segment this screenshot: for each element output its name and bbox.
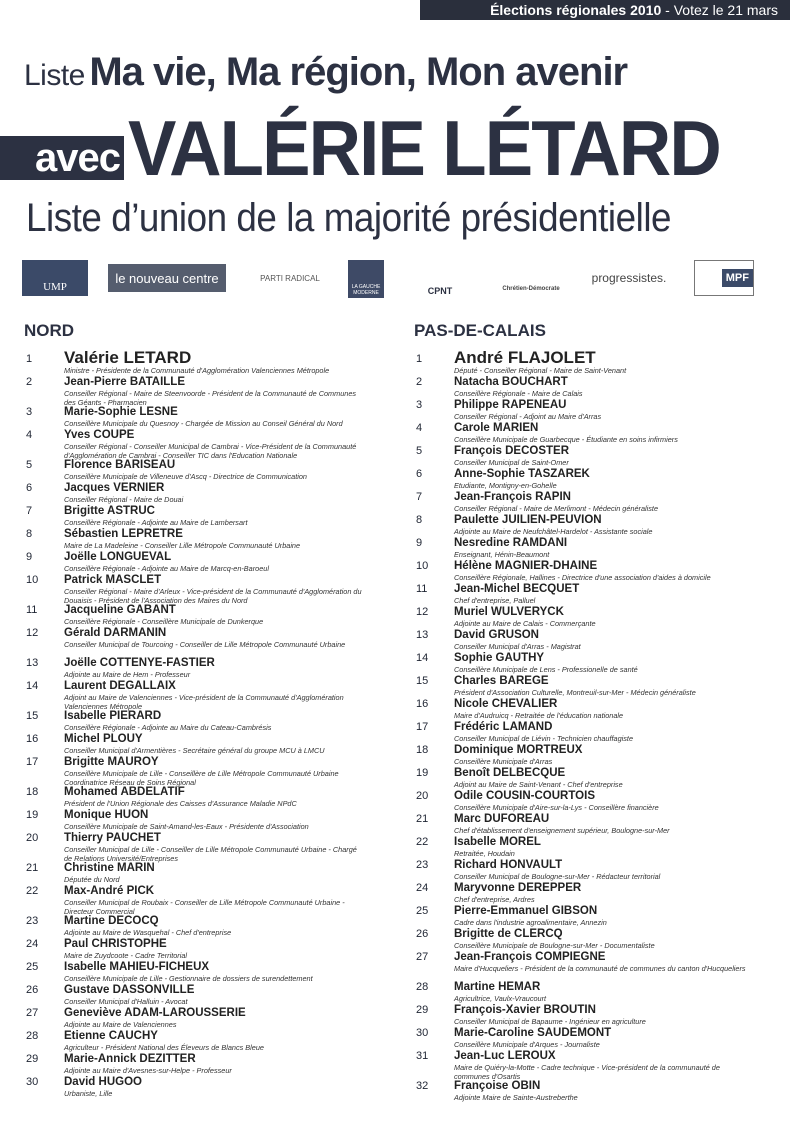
- candidate-name: François DECOSTER: [454, 445, 570, 457]
- leader-name: VALÉRIE LÉTARD: [128, 104, 720, 192]
- candidate-name: Anne-Sophie TASZAREK: [454, 468, 590, 480]
- candidate-name: Geneviève ADAM-LAROUSSERIE: [64, 1007, 246, 1019]
- candidate-rank: 18: [26, 786, 39, 798]
- candidate-name: Sébastien LEPRETRE: [64, 528, 183, 540]
- slogan-text: Ma vie, Ma région, Mon avenir: [89, 50, 628, 94]
- candidate-name: Philippe RAPENEAU: [454, 399, 567, 411]
- candidate-name: Etienne CAUCHY: [64, 1030, 158, 1042]
- cpnt-logo: [414, 260, 466, 296]
- candidate-name: Martine DECOCQ: [64, 915, 159, 927]
- candidate-description: Conseillère Régionale, Hallines - Directrice d'une association d'aides à domicile: [454, 572, 711, 582]
- banner-election-title: Élections régionales 2010: [490, 2, 662, 18]
- candidate-description: Conseillère Municipale de Saint-Amand-les-Eaux - Présidente d'Association: [64, 821, 309, 831]
- candidate-description: Agricultrice, Vaulx-Vraucourt: [454, 993, 547, 1003]
- candidate-rank: 24: [26, 938, 39, 950]
- candidate-rank: 12: [26, 627, 39, 639]
- candidate-description: Conseiller Municipal de Roubaix - Conseiller de Lille Métropole Communauté Urbaine - Directeur Commercial: [64, 897, 345, 916]
- candidate-name: Marie-Sophie LESNE: [64, 406, 178, 418]
- candidate-description: Conseillère Municipale de Villeneuve d'Ascq - Directrice de Communication: [64, 471, 307, 481]
- candidate-description: Député - Conseiller Régional - Maire de Saint-Venant: [454, 365, 627, 375]
- candidate-description: Conseillère Régionale - Conseillère Municipale de Dunkerque: [64, 616, 264, 626]
- candidate-description: Conseiller Municipal de Boulogne-sur-Mer - Rédacteur territorial: [454, 871, 661, 881]
- list-subtitle: Liste d’union de la majorité présidentielle: [26, 196, 672, 240]
- candidate-rank: 19: [26, 809, 39, 821]
- candidate-name: Florence BARISEAU: [64, 459, 176, 471]
- candidate-name: Marie-Annick DEZITTER: [64, 1053, 196, 1065]
- candidate-description: Conseillère Municipale du Quesnoy - Chargée de Mission au Conseil Général du Nord: [64, 418, 343, 428]
- candidate-name: Benoît DELBECQUE: [454, 767, 566, 779]
- candidate-rank: 11: [416, 583, 428, 595]
- candidate-name: David GRUSON: [454, 629, 539, 641]
- candidate-description: Chef d'entreprise, Palluel: [454, 595, 536, 605]
- candidate-description: Conseillère Municipale d'Aire-sur-la-Lys - Conseillère financière: [454, 802, 659, 812]
- candidate-rank: 30: [26, 1076, 39, 1088]
- chretien-democrate-logo-text: Chrétien-Démocrate: [502, 286, 560, 292]
- candidate-rank: 23: [26, 915, 39, 927]
- candidate-name: Dominique MORTREUX: [454, 744, 583, 756]
- candidate-rank: 11: [26, 604, 38, 616]
- candidate-rank: 32: [416, 1080, 429, 1092]
- candidate-name: Mohamed ABDELATIF: [64, 786, 185, 798]
- candidate-description: Cadre dans l'industrie agroalimentaire, Annezin: [454, 917, 607, 927]
- candidate-rank: 12: [416, 606, 429, 618]
- candidate-rank: 17: [26, 756, 39, 768]
- candidate-description: Adjoint au Maire de Saint-Venant - Chef d'entreprise: [454, 779, 623, 789]
- list-slogan: [24, 50, 627, 95]
- candidate-name: Thierry PAUCHET: [64, 832, 161, 844]
- candidate-name: Charles BAREGE: [454, 675, 549, 687]
- candidate-rank: 16: [416, 698, 429, 710]
- candidate-rank: 28: [416, 981, 429, 993]
- candidate-rank: 7: [26, 505, 33, 517]
- candidate-name: Paul CHRISTOPHE: [64, 938, 167, 950]
- candidate-rank: 6: [416, 468, 423, 480]
- candidate-description: Maire de Quiéry-la-Motte - Cadre technique - Vice-président de la communauté de communes d'Osartis: [454, 1062, 720, 1081]
- candidate-name: Marc DUFOREAU: [454, 813, 550, 825]
- candidate-rank: 25: [26, 961, 39, 973]
- candidate-description: Enseignant, Hénin-Beaumont: [454, 549, 550, 559]
- nouveau-centre-logo-text: le nouveau centre: [115, 270, 219, 286]
- candidate-name: Gérald DARMANIN: [64, 627, 167, 639]
- candidate-name: Patrick MASCLET: [64, 574, 162, 586]
- banner-vote-date: Votez le 21 mars: [673, 2, 778, 18]
- candidate-name: Brigitte ASTRUC: [64, 505, 155, 517]
- pas-de-calais-candidate-list: [416, 349, 778, 1119]
- candidate-name: Jacqueline GABANT: [64, 604, 176, 616]
- candidate-rank: 10: [26, 574, 39, 586]
- candidate-description: Conseiller Régional - Adjoint au Maire d'Arras: [454, 411, 602, 421]
- candidate-name: Laurent DEGALLAIX: [64, 680, 176, 692]
- candidate-name: Françoise OBIN: [454, 1080, 541, 1092]
- candidate-rank: 20: [416, 790, 429, 802]
- candidate-description: Conseillère Municipale de Boulogne-sur-Mer - Documentaliste: [454, 940, 655, 950]
- candidate-description: Conseillère Régionale - Maire de Calais: [454, 388, 583, 398]
- candidate-name: Jean-François COMPIEGNE: [454, 951, 606, 963]
- candidate-rank: 9: [416, 537, 423, 549]
- candidate-description: Adjointe au Maire de Wasquehal - Chef d'entreprise: [64, 927, 232, 937]
- candidate-description: Maire de La Madeleine - Conseiller Lille Métropole Communauté Urbaine: [64, 540, 301, 550]
- candidate-rank: 5: [416, 445, 423, 457]
- candidate-rank: 25: [416, 905, 429, 917]
- candidate-description: Conseillère Municipale d'Arques - Journaliste: [454, 1039, 600, 1049]
- candidate-name: Isabelle MOREL: [454, 836, 541, 848]
- candidate-description: Conseiller Municipal d'Halluin - Avocat: [64, 996, 188, 1006]
- candidate-name: Monique HUON: [64, 809, 149, 821]
- candidate-rank: 15: [416, 675, 429, 687]
- candidate-rank: 4: [416, 422, 423, 434]
- nord-candidate-list: [26, 349, 388, 1109]
- parti-chretien-democrate-logo: [498, 260, 564, 296]
- ump-logo: [22, 260, 88, 296]
- candidate-rank: 14: [416, 652, 429, 664]
- candidate-description: Conseiller Municipal d'Armentières - Secrétaire général du groupe MCU à LMCU: [64, 745, 325, 755]
- candidate-rank: 27: [416, 951, 429, 963]
- candidate-description: Conseillère Municipale d'Arras: [454, 756, 553, 766]
- candidate-description: Conseiller Municipal de Saint-Omer: [454, 457, 569, 467]
- candidate-description: Conseillère Municipale de Lens - Professionelle de santé: [454, 664, 638, 674]
- candidate-rank: 3: [26, 406, 33, 418]
- candidate-rank: 8: [26, 528, 33, 540]
- candidate-name: Jean-Luc LEROUX: [454, 1050, 556, 1062]
- parti-radical-logo-text: PARTI RADICAL: [260, 273, 320, 283]
- candidate-description: Adjointe au Maire de Neufchâtel-Hardelot - Assistante sociale: [454, 526, 653, 536]
- liste-label: Liste: [24, 59, 85, 92]
- candidate-name: Paulette JUILIEN-PEUVION: [454, 514, 602, 526]
- pas-de-calais-heading: PAS-DE-CALAIS: [414, 321, 546, 340]
- candidate-name: Jean-Pierre BATAILLE: [64, 376, 185, 388]
- gauche-moderne-logo-text: LA GAUCHE MODERNE: [351, 284, 381, 296]
- candidate-rank: 2: [416, 376, 423, 388]
- candidate-description: Etudiante, Montigny-en-Gohelle: [454, 480, 557, 490]
- candidate-name: Gustave DASSONVILLE: [64, 984, 195, 996]
- candidate-name: Brigitte MAUROY: [64, 756, 159, 768]
- candidate-name: Christine MARIN: [64, 862, 155, 874]
- candidate-name: Max-André PICK: [64, 885, 155, 897]
- candidate-name: Marie-Caroline SAUDEMONT: [454, 1027, 612, 1039]
- candidate-rank: 22: [416, 836, 429, 848]
- candidate-description: Maire d'Hucqueliers - Président de la communauté de communes du canton d'Hucqueliers: [454, 963, 746, 973]
- candidate-rank: 21: [26, 862, 39, 874]
- candidate-rank: 21: [416, 813, 429, 825]
- candidate-description: Conseiller Municipal de Liévin - Technicien chauffagiste: [454, 733, 634, 743]
- candidate-description: Conseiller Régional - Maire de Steenvoorde - Président de la Communauté de Communes des Géants - Pharmacien: [64, 388, 357, 407]
- candidate-rank: 24: [416, 882, 429, 894]
- election-banner: [420, 0, 790, 20]
- candidate-rank: 23: [416, 859, 429, 871]
- candidate-rank: 4: [26, 429, 33, 441]
- candidate-rank: 19: [416, 767, 429, 779]
- candidate-description: Agriculteur - Président National des Éleveurs de Blancs Bleue: [64, 1042, 264, 1052]
- candidate-description: Adjointe au Maire de Hem - Professeur: [64, 669, 191, 679]
- candidate-name: Jean-François RAPIN: [454, 491, 571, 503]
- candidate-description: Conseillère Municipale de Lille - Gestionnaire de dossiers de surendettement: [64, 973, 313, 983]
- candidate-description: Conseiller Régional - Maire de Douai: [64, 494, 184, 504]
- candidate-rank: 6: [26, 482, 33, 494]
- candidate-name: Carole MARIEN: [454, 422, 539, 434]
- candidate-name: Odile COUSIN-COURTOIS: [454, 790, 595, 802]
- candidate-name: David HUGOO: [64, 1076, 142, 1088]
- candidate-name: Joëlle LONGUEVAL: [64, 551, 172, 563]
- mpf-logo: [694, 260, 754, 296]
- avec-label: avec: [0, 136, 124, 180]
- candidate-rank: 28: [26, 1030, 39, 1042]
- candidate-description: Président d'Association Culturelle, Montreuil-sur-Mer - Médecin généraliste: [454, 687, 696, 697]
- candidate-rank: 17: [416, 721, 429, 733]
- candidate-description: Conseillère Régionale - Adjointe au Maire de Lambersart: [64, 517, 248, 527]
- candidate-description: Chef d'entreprise, Ardres: [454, 894, 535, 904]
- candidate-rank: 7: [416, 491, 423, 503]
- mpf-logo-text: MPF: [722, 269, 753, 287]
- candidate-description: Conseiller Régional - Maire d'Arleux - Vice-président de la Communauté d'Agglomération du Douaisis - Président de l'Association des Maires du Nord: [64, 586, 362, 605]
- candidate-description: Conseillère Municipale de Guarbecque - Étudiante en soins infirmiers: [454, 434, 678, 444]
- candidate-description: Chef d'établissement d'enseignement supérieur, Boulogne-sur-Mer: [454, 825, 670, 835]
- candidate-description: Adjointe au Maire d'Avesnes-sur-Helpe - Professeur: [64, 1065, 232, 1075]
- candidate-description: Maire d'Audruicq - Retraitée de l'éducation nationale: [454, 710, 624, 720]
- candidate-description: Conseiller Municipal de Bapaume - Ingénieur en agriculture: [454, 1016, 646, 1026]
- gauche-moderne-logo: [348, 260, 384, 298]
- candidate-rank: 16: [26, 733, 39, 745]
- candidate-description: Députée du Nord: [64, 874, 120, 884]
- candidate-description: Urbaniste, Lille: [64, 1088, 113, 1098]
- candidate-rank: 26: [416, 928, 429, 940]
- cpnt-logo-text: CPNT: [427, 286, 453, 296]
- candidate-rank: 3: [416, 399, 423, 411]
- banner-separator: -: [661, 2, 674, 18]
- candidate-rank: 30: [416, 1027, 429, 1039]
- candidate-name: Richard HONVAULT: [454, 859, 563, 871]
- candidate-rank: 9: [26, 551, 33, 563]
- candidate-description: Ministre - Présidente de la Communauté d'Agglomération Valenciennes Métropole: [64, 365, 330, 375]
- candidate-description: Conseiller Municipal de Tourcoing - Conseiller de Lille Métropole Communauté Urbaine: [64, 639, 346, 649]
- party-logos: [22, 260, 762, 300]
- candidate-rank: 13: [26, 657, 39, 669]
- candidate-name: Natacha BOUCHART: [454, 376, 568, 388]
- candidate-rank: 2: [26, 376, 33, 388]
- candidate-rank: 31: [416, 1050, 429, 1062]
- candidate-rank: 29: [416, 1004, 429, 1016]
- candidate-description: Conseiller Régional - Conseiller Municipal de Cambrai - Vice-Président de la Communauté d'Agglomération de Cambrai - Conseiller TIC dans l'Education Nationale: [64, 441, 357, 460]
- candidate-name: Yves COUPE: [64, 429, 135, 441]
- progressistes-logo-text: progressistes.: [591, 271, 667, 285]
- candidate-name: Sophie GAUTHY: [454, 652, 545, 664]
- candidate-rank: 14: [26, 680, 39, 692]
- candidate-description: Conseiller Régional - Maire de Merlimont - Médecin généraliste: [454, 503, 658, 513]
- candidate-name: Brigitte de CLERCQ: [454, 928, 563, 940]
- candidate-description: Conseillère Municipale de Lille - Conseillère de Lille Métropole Communauté Urbaine Coordinatrice Réseau de Soins Régional: [64, 768, 339, 787]
- candidate-rank: 27: [26, 1007, 39, 1019]
- candidate-rank: 10: [416, 560, 429, 572]
- nouveau-centre-logo: [108, 264, 226, 292]
- candidate-name: Maryvonne DEREPPER: [454, 882, 582, 894]
- candidate-description: Président de l'Union Régionale des Caisses d'Assurance Maladie NPdC: [64, 798, 297, 808]
- candidate-name: Hélène MAGNIER-DHAINE: [454, 560, 598, 572]
- candidate-description: Maire de Zuydcoote - Cadre Territorial: [64, 950, 188, 960]
- candidate-rank: 15: [26, 710, 39, 722]
- nord-heading: NORD: [24, 321, 75, 340]
- candidate-name: Isabelle PIERARD: [64, 710, 162, 722]
- candidate-name: François-Xavier BROUTIN: [454, 1004, 596, 1016]
- candidate-name: Nesredine RAMDANI: [454, 537, 568, 549]
- candidate-description: Conseillère Régionale - Adjointe au Maire du Cateau-Cambrésis: [64, 722, 272, 732]
- candidate-rank: 1: [416, 353, 423, 365]
- candidate-description: Adjointe au Maire de Valenciennes: [64, 1019, 177, 1029]
- progressistes-logo: [588, 260, 670, 296]
- candidate-description: Adjointe Maire de Sainte-Austreberthe: [454, 1092, 578, 1102]
- candidate-name: Joëlle COTTENYE-FASTIER: [64, 657, 215, 669]
- candidate-rank: 29: [26, 1053, 39, 1065]
- candidate-description: Conseiller Municipal de Lille - Conseiller de Lille Métropole Communauté Urbaine - Chargé de Relations Université/Entreprises: [64, 844, 357, 863]
- ump-logo-text: UMP: [43, 281, 67, 293]
- candidate-rank: 8: [416, 514, 423, 526]
- candidate-rank: 13: [416, 629, 429, 641]
- candidate-description: Adjoint au Maire de Valenciennes - Vice-président de la Communauté d'Agglomération Valenciennes Métropole: [64, 692, 344, 711]
- candidate-rank: 22: [26, 885, 39, 897]
- candidate-rank: 1: [26, 353, 33, 365]
- candidate-name: Muriel WULVERYCK: [454, 606, 564, 618]
- candidate-rank: 20: [26, 832, 39, 844]
- candidate-name: Valérie LETARD: [64, 348, 192, 367]
- candidate-rank: 26: [26, 984, 39, 996]
- candidate-description: Conseillère Régionale - Adjointe au Maire de Marcq-en-Baroeul: [64, 563, 269, 573]
- candidate-name: Martine HEMAR: [454, 981, 541, 993]
- candidate-name: Jean-Michel BECQUET: [454, 583, 580, 595]
- candidate-description: Adjointe au Maire de Calais - Commerçante: [454, 618, 596, 628]
- parti-radical-logo: [248, 260, 332, 296]
- candidate-name: Nicole CHEVALIER: [454, 698, 558, 710]
- candidate-description: Conseiller Municipal d'Arras - Magistrat: [454, 641, 581, 651]
- candidate-description: Retraitée, Houdain: [454, 848, 515, 858]
- candidate-name: Pierre-Emmanuel GIBSON: [454, 905, 598, 917]
- candidate-rank: 5: [26, 459, 33, 471]
- candidate-name: André FLAJOLET: [454, 348, 596, 367]
- candidate-name: Michel PLOUY: [64, 733, 143, 745]
- candidate-name: Jacques VERNIER: [64, 482, 165, 494]
- candidate-name: Frédéric LAMAND: [454, 721, 553, 733]
- candidate-rank: 18: [416, 744, 429, 756]
- candidate-name: Isabelle MAHIEU-FICHEUX: [64, 961, 210, 973]
